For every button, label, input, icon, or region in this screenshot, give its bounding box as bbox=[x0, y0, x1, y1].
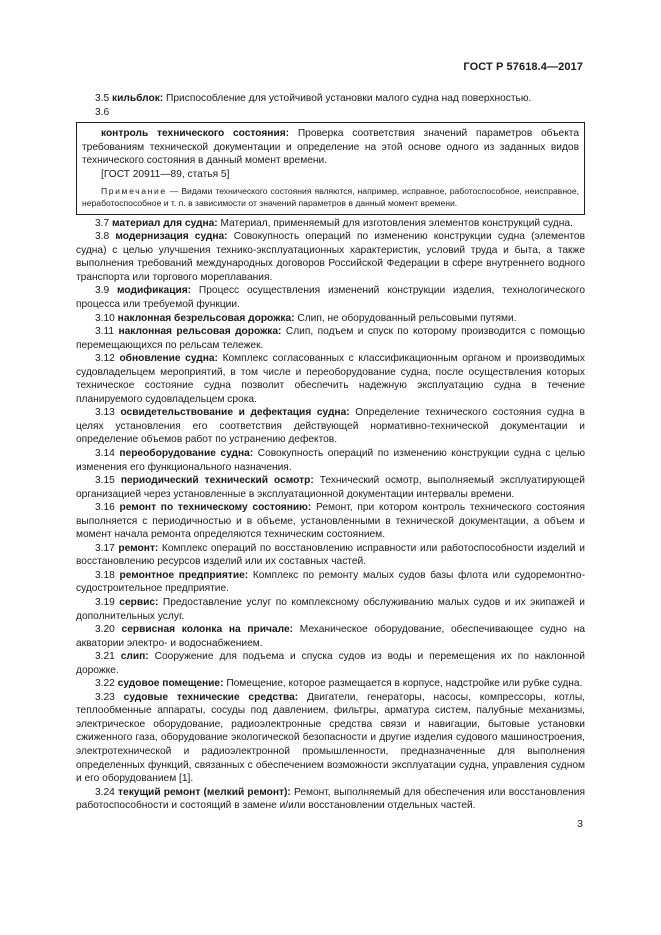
item-definition: Двигатели, генераторы, насосы, компрессоры, котлы, теплообменные аппараты, сосуды под давлением, фильтры, арматура систем, палубные механизмы, электрическое оборудование, радиоэлектронные средства связи и навигации, бытовые установки сжиженного газа, оборудование экологической безопасности и другие изделия судового машиностроения, электротехнической и радиоэлектронной промышленности, предназначенные для выполнения определенных функций, связанных с обеспечением возможности эксплуатации судна, управления судном и его оборудованием [1]. bbox=[76, 691, 585, 785]
item-number: 3.18 bbox=[95, 569, 115, 581]
item-number: 3.22 bbox=[95, 678, 115, 690]
boxed-term: контроль технического состояния: bbox=[101, 128, 290, 140]
list-item bbox=[76, 312, 585, 326]
item-term: периодический технический осмотр: bbox=[120, 475, 314, 487]
item-term: ремонтное предприятие: bbox=[119, 569, 249, 581]
item-number: 3.13 bbox=[95, 407, 115, 419]
list-item bbox=[76, 596, 585, 623]
document-header: ГОСТ Р 57618.4—2017 bbox=[463, 61, 583, 73]
item-term: материал для судна: bbox=[112, 217, 218, 229]
item-term: наклонная рельсовая дорожка: bbox=[118, 326, 282, 338]
item-number: 3.11 bbox=[95, 326, 115, 338]
item-term: текущий ремонт (мелкий ремонт): bbox=[118, 786, 291, 798]
list-item bbox=[76, 447, 585, 474]
item-number: 3.14 bbox=[95, 447, 115, 459]
boxed-term-paragraph bbox=[82, 127, 579, 168]
boxed-note bbox=[82, 185, 579, 209]
item-number: 3.17 bbox=[95, 542, 115, 554]
item-number: 3.23 bbox=[95, 691, 115, 703]
item-term: модификация: bbox=[117, 285, 192, 297]
item-term: слип: bbox=[120, 651, 149, 663]
item-definition: Помещение, которое размещается в корпусе, надстройке или рубке судна. bbox=[226, 678, 583, 690]
item-number: 3.8 bbox=[95, 231, 110, 243]
list-item bbox=[76, 677, 585, 691]
item-definition: Совокупность операций по изменению конструкции судна (элементов судна) с целью улучшения технико-эксплуатационных характеристик, условий труда и быта, а также выполнения требований международных договоров Российской Федерации в сфере внутреннего водного транспорта или торгового мореплавания. bbox=[76, 231, 585, 283]
item-definition: Процесс осуществления изменений конструкции изделия, технологического процесса или требуемой функции. bbox=[76, 285, 585, 310]
list-item bbox=[76, 542, 585, 569]
item-number: 3.9 bbox=[95, 285, 110, 297]
list-item bbox=[76, 691, 585, 786]
item-number: 3.10 bbox=[95, 312, 115, 324]
item-definition: Ремонт, при котором контроль технического состояния выполняется с периодичностью и в объеме, установленными в технической документации, а объем и момент начала ремонта определяются техническим состоянием. bbox=[76, 502, 585, 541]
item-number: 3.20 bbox=[95, 624, 115, 636]
document-body bbox=[76, 92, 585, 813]
definition-3-6-number bbox=[76, 106, 585, 120]
item-definition: Слип, не оборудованный рельсовыми путями. bbox=[297, 312, 517, 324]
item-number: 3.21 bbox=[95, 651, 115, 663]
item-term: сервисная колонка на причале: bbox=[121, 624, 294, 636]
item-term: переоборудование судна: bbox=[119, 447, 254, 459]
item-term: судовые технические средства: bbox=[123, 691, 299, 703]
boxed-definition-text: Проверка соответствия значений параметров объекта требованиям технической документации и определение на этой основе одного из заданных видов технического состояния в данный момент времени. bbox=[82, 128, 579, 167]
item-term: обновление судна: bbox=[119, 353, 218, 365]
item-number: 3.19 bbox=[95, 597, 115, 608]
item-number: 3.15 bbox=[95, 475, 115, 487]
list-item bbox=[76, 217, 585, 231]
item-number: 3.7 bbox=[95, 217, 110, 229]
list-item bbox=[76, 569, 585, 596]
item-definition: Механическое оборудование, обеспечивающее судно на акватории электро- и водоснабжением. bbox=[76, 624, 585, 649]
item-term: кильблок: bbox=[112, 93, 164, 104]
item-term: ремонт: bbox=[118, 542, 159, 554]
list-item bbox=[76, 650, 585, 677]
page-number: 3 bbox=[577, 818, 583, 830]
list-item bbox=[76, 230, 585, 284]
item-definition: Слип, подъем и спуск по которому производится с помощью перемещающихся по рельсам тележек. bbox=[76, 326, 585, 351]
item-definition: Комплекс по ремонту малых судов базы флота или судоремонтно-судостроительное предприятие. bbox=[76, 569, 585, 595]
item-number: 3.16 bbox=[95, 502, 115, 514]
list-item bbox=[76, 623, 585, 650]
item-definition: Технический осмотр, выполняемый эксплуатирующей организацией через установленные в эксплуатационной документации интервалы времени. bbox=[76, 475, 585, 500]
note-label: Примечание bbox=[101, 186, 167, 197]
item-definition: Комплекс согласованных с классификационным органом и производимых судовладельцем мероприятий, в том числе и переоборудование судна, после осуществления которых техническое состояние судна позволит обеспечить надежную эксплуатацию судна в течение планируемого судовладельцем срока. bbox=[76, 353, 585, 405]
definition-3-5 bbox=[76, 92, 585, 106]
list-item bbox=[76, 325, 585, 352]
item-definition: Предоставление услуг по комплексному обслуживанию малых судов и их экипажей и дополнительных услуг. bbox=[76, 597, 585, 622]
item-term: модернизация судна: bbox=[115, 231, 228, 243]
list-item bbox=[76, 501, 585, 542]
item-term: наклонная безрельсовая дорожка: bbox=[117, 312, 295, 324]
boxed-source: [ГОСТ 20911—89, статья 5] bbox=[101, 168, 230, 180]
item-term: сервис: bbox=[119, 597, 159, 608]
item-definition: Сооружение для подъема и спуска судов из воды и перемещения их по наклонной дорожке. bbox=[76, 651, 585, 676]
item-number: 3.12 bbox=[95, 353, 115, 365]
list-item bbox=[76, 352, 585, 406]
list-item bbox=[76, 406, 585, 447]
definitions-list bbox=[76, 217, 585, 813]
item-number: 3.24 bbox=[95, 786, 115, 798]
item-definition: Комплекс операций по восстановлению исправности или работоспособности изделий и восстановлению ресурсов изделий или их составных частей. bbox=[76, 542, 585, 568]
item-definition: Приспособление для устойчивой установки малого судна над поверхностью. bbox=[166, 93, 532, 104]
list-item bbox=[76, 786, 585, 813]
item-definition: Материал, применяемый для изготовления элементов конструкций судна. bbox=[220, 217, 573, 229]
item-term: судовое помещение: bbox=[117, 678, 224, 690]
list-item bbox=[76, 474, 585, 501]
item-number: 3.6 bbox=[95, 106, 110, 118]
note-text: — Видами технического состояния являются, например, исправное, работоспособное, неисправное, неработоспособное и т. п. в зависимости от значений параметров в данный момент времени. bbox=[82, 186, 580, 209]
item-term: ремонт по техническому состоянию: bbox=[119, 502, 312, 514]
list-item bbox=[76, 284, 585, 311]
item-term: освидетельствование и дефектация судна: bbox=[120, 407, 350, 419]
item-definition: Совокупность операций по изменению конструкции судна с целью изменения его функционального назначения. bbox=[76, 447, 585, 473]
item-definition: Определение технического состояния судна в целях установления его соответствия действующей нормативно-технической документации и определение объемов работ по устранению дефектов. bbox=[76, 407, 585, 446]
item-definition: Ремонт, выполняемый для обеспечения или восстановления работоспособности и состоящий в замене и/или восстановлении отдельных частей. bbox=[76, 786, 585, 812]
item-number: 3.5 bbox=[95, 93, 110, 104]
boxed-definition bbox=[76, 122, 585, 215]
